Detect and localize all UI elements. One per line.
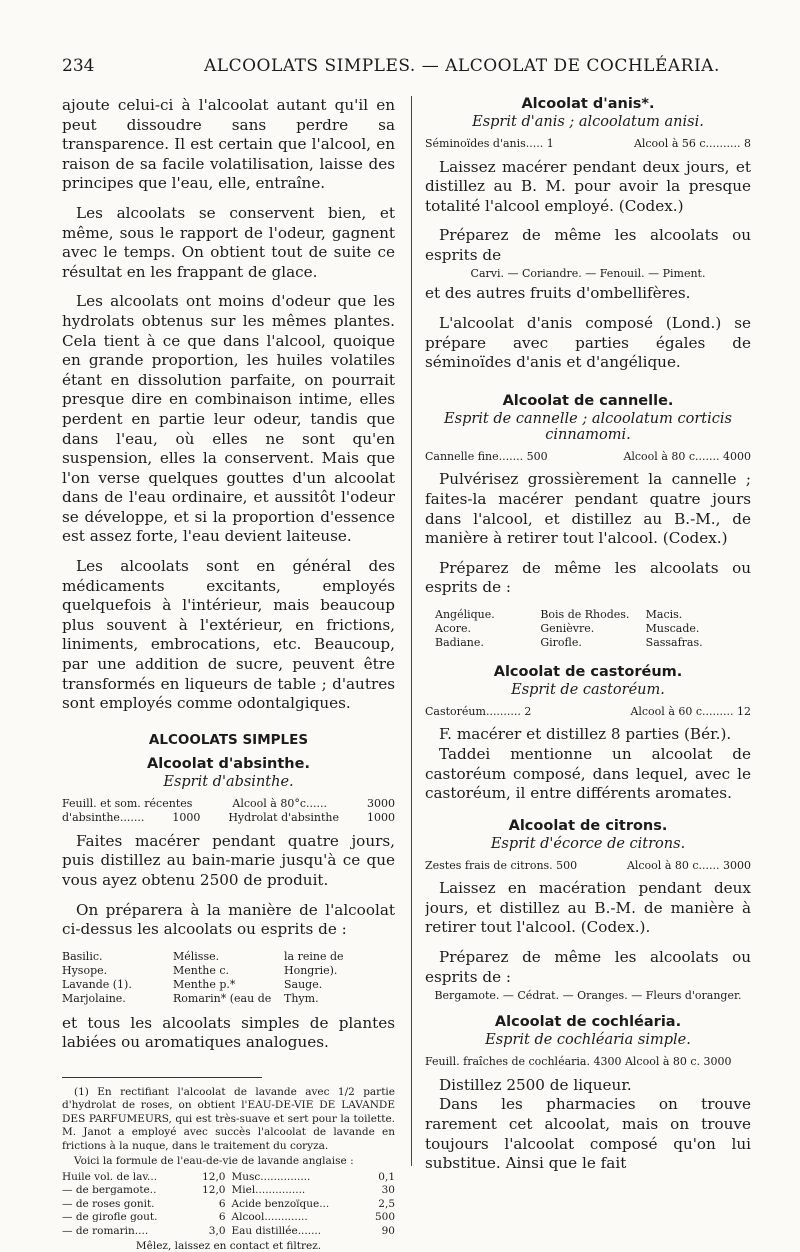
list-item: Bois de Rhodes. [540, 607, 630, 621]
ingredients [425, 137, 751, 152]
list-item: Menthe p.* [173, 977, 236, 991]
paragraph: On préparera à la manière de l'alcoolat ci-dessus les alcoolats ou esprits de : [62, 900, 395, 939]
paragraph: F. macérer et distillez 8 parties (Bér.). [439, 725, 732, 744]
ingredients [62, 797, 395, 826]
right-column [425, 96, 751, 1184]
ingredient-text: d'absinthe....... [62, 811, 145, 825]
formula-qty: 500 [374, 1211, 395, 1224]
ingredient-qty: 1000 [172, 811, 201, 825]
formula-qty: 90 [381, 1224, 395, 1237]
ingredients [425, 450, 751, 465]
list-item: Romarin* (eau de [173, 991, 272, 1005]
list-item: Muscade. [645, 621, 700, 635]
paragraph: L'alcoolat d'anis composé (Lond.) se prépare avec parties égales de séminoïdes d'anis et d'angélique. [425, 314, 751, 372]
footnote-text: Mêlez, laissez en contact et filtrez. [135, 1240, 322, 1252]
list-item: Girofle. [540, 635, 582, 649]
recipe-subtitle: Esprit d'anis ; alcoolatum anisi. [472, 114, 704, 130]
paragraph: Faites macérer pendant quatre jours, puis distillez au bain-marie jusqu'à ce que vous ayez obtenu 2500 de produit. [62, 831, 395, 889]
paragraph: Laissez en macération pendant deux jours, et distillez au B.-M. de manière à retirer tout l'alcool. (Codex.). [425, 879, 751, 937]
list-item: Mélisse. [173, 949, 220, 963]
list-item: Lavande (1). [62, 977, 132, 991]
ingredient-text: Alcool à 80°c...... [232, 796, 327, 810]
list-item: Hysope. [62, 963, 108, 977]
ingredient-text: Alcool à 80 c....... 4000 [623, 449, 751, 463]
list-line: Carvi. — Coriandre. — Fenouil. — Piment. [470, 267, 706, 281]
list-line: Bergamote. — Cédrat. — Oranges. — Fleurs d'oranger. [434, 989, 742, 1003]
recipe-title: Alcoolat d'anis*. [521, 96, 655, 112]
recipe-title: Alcoolat de cochléaria. [494, 1014, 682, 1031]
ingredient-text: Alcool à 80 c...... 3000 [626, 858, 751, 872]
formula-item: Musc............... [231, 1170, 311, 1183]
list-item: Acore. [435, 621, 471, 635]
running-title: ALCOOLATS SIMPLES. — ALCOOLAT DE COCHLÉARIA. [204, 56, 720, 76]
plant-list [62, 950, 395, 1006]
formula-qty: 12,0 [202, 1170, 226, 1183]
formula-qty: 12,0 [202, 1184, 226, 1197]
formula-qty: 6 [218, 1211, 226, 1224]
ingredients: Feuill. fraîches de cochléaria. 4300 Alcool à 80 c. 3000 [425, 1055, 732, 1069]
paragraph: Laissez macérer pendant deux jours, et distillez au B. M. pour avoir la presque totalité l'alcool employé. (Codex.) [425, 157, 751, 215]
formula-qty: 30 [381, 1184, 395, 1197]
ingredient-text: Feuill. et som. récentes [62, 796, 193, 810]
paragraph: Les alcoolats se conservent bien, et même, sous le rapport de l'odeur, gagnent avec le temps. On obtient tout de suite ce résultat en les frappant de glace. [62, 203, 395, 281]
paragraph: Distillez 2500 de liqueur. [439, 1075, 632, 1094]
list-item: Thym. [284, 991, 319, 1005]
ingredient-text: Alcool à 56 c.......... 8 [633, 137, 751, 150]
page-number: 234 [62, 56, 95, 76]
list-item: la reine de [284, 949, 344, 963]
formula-qty: 0,1 [378, 1170, 395, 1183]
recipe-subtitle: Esprit de cannelle ; alcoolatum corticis cinnamomi. [444, 410, 732, 443]
formula-qty: 2,5 [378, 1197, 395, 1210]
formula-item: Acide benzoïque... [231, 1197, 330, 1210]
recipe-subtitle: Esprit de cochléaria simple. [485, 1032, 691, 1049]
spice-list [435, 608, 751, 650]
formula-item: — de bergamote.. [62, 1184, 157, 1197]
list-item: Sauge. [284, 977, 323, 991]
paragraph: ajoute celui-ci à l'alcoolat autant qu'il en peut dissoudre sans perdre sa transparence. Il est certain que l'alcool, en raison de sa facile volatilisation, laisse des principes que l'eau, elle, entraîne. [62, 96, 395, 193]
formula-item: — de romarin.... [62, 1224, 149, 1237]
formula-qty: 6 [218, 1197, 226, 1210]
footnote-rule [62, 1077, 262, 1078]
paragraph: Dans les pharmacies on trouve rarement cet alcoolat, mais on trouve toujours l'alcoolat composé qu'on lui substitue. Ainsi que le fait [425, 1095, 751, 1173]
formula-item: Alcool............. [231, 1211, 308, 1224]
paragraph: Préparez de même les alcoolats ou esprits de : [425, 948, 751, 986]
recipe-subtitle: Esprit d'écorce de citrons. [490, 835, 686, 852]
list-item: Angélique. [435, 607, 495, 621]
recipe-subtitle: Esprit de castoréum. [511, 681, 665, 698]
formula-qty: 3,0 [208, 1224, 226, 1237]
left-column [62, 96, 395, 1252]
recipe-title: Alcoolat d'absinthe. [147, 755, 310, 772]
paragraph: Préparez de même les alcoolats ou esprits de [425, 226, 751, 264]
ingredient-text: Zestes frais de citrons. 500 [425, 858, 578, 872]
paragraph: Les alcoolats ont moins d'odeur que les hydrolats obtenus sur les mêmes plantes. Cela tient à ce que dans l'alcool, quoique en grande proportion, les huiles volatiles étant en dissolution parfaite, on pourrait presque dire en combinaison intime, elles perdent en partie leur odeur, tandis que dans l'eau, où elles ne sont qu'en suspension, elles la conservent. Mais que l'on verse quelques gouttes d'un alcoolat dans de l'eau ordinaire, et aussitôt l'odeur se développe, et si la proportion d'essence est assez forte, l'eau devient laiteuse. [62, 292, 395, 546]
ingredients [425, 859, 751, 874]
list-item: Basilic. [62, 949, 103, 963]
paragraph: Taddei mentionne un alcoolat de castoréum composé, dans lequel, avec le castoréum, il entre différents aromates. [425, 745, 751, 803]
ingredient-text: Séminoïdes d'anis..... 1 [425, 137, 554, 150]
paragraph: et tous les alcoolats simples de plantes labiées ou aromatiques analogues. [62, 1013, 395, 1052]
ingredients [425, 705, 751, 720]
recipe-subtitle: Esprit d'absinthe. [163, 773, 294, 790]
formula-table [62, 1171, 395, 1239]
column-divider [411, 96, 412, 1166]
paragraph: et des autres fruits d'ombellifères. [425, 284, 691, 303]
footnote-text: (1) En rectifiant l'alcoolat de lavande avec 1/2 partie d'hydrolat de roses, on obtient l'EAU-DE-VIE DE LAVANDE DES PARFUMEURS, qui est très-suave et sert pour la toilette. M. Janot a employé avec succès l'alcoolat de lavande en frictions à la nuque, dans le traitement du coryza. [62, 1085, 395, 1152]
paragraph: Préparez de même les alcoolats ou esprits de : [425, 558, 751, 597]
list-item: Menthe c. [173, 963, 230, 977]
recipe-title: Alcoolat de castoréum. [493, 663, 683, 680]
ingredient-text: Castoréum.......... 2 [425, 704, 532, 718]
section-heading: ALCOOLATS SIMPLES [148, 731, 309, 748]
list-item: Genièvre. [540, 621, 595, 635]
ingredient-text: Cannelle fine....... 500 [425, 449, 548, 463]
ingredient-text: Hydrolat d'absinthe [228, 811, 339, 825]
formula-item: — de girofle gout. [62, 1211, 158, 1224]
formula-item: Miel............... [231, 1184, 306, 1197]
list-item: Hongrie). [284, 963, 338, 977]
formula-item: — de roses gonit. [62, 1197, 155, 1210]
recipe-title: Alcoolat de citrons. [508, 817, 668, 834]
running-header [62, 56, 750, 86]
recipe-title: Alcoolat de cannelle. [502, 392, 674, 409]
footnote [62, 1086, 395, 1252]
ingredient-qty: 3000 [367, 796, 395, 810]
list-item: Macis. [645, 607, 683, 621]
footnote-text: Voici la formule de l'eau-de-vie de lavande anglaise : [74, 1155, 354, 1168]
paragraph: Les alcoolats sont en général des médicaments excitants, employés quelquefois à l'intérieur, mais beaucoup plus souvent à l'extérieur, en frictions, liniments, embrocations, etc. Beaucoup, par une addition de sucre, peuvent être transformés en liqueurs de table ; d'autres sont employés comme odontalgiques. [62, 557, 395, 713]
paragraph: Pulvérisez grossièrement la cannelle ; faites-la macérer pendant quatre jours dans l'alcool, et distillez au B.-M., de manière à retirer tout l'alcool. (Codex.) [425, 470, 751, 548]
formula-item: Eau distillée....... [231, 1224, 322, 1237]
ingredient-text: Alcool à 60 c......... 12 [630, 704, 751, 718]
list-item: Marjolaine. [62, 991, 126, 1005]
list-item: Sassafras. [645, 635, 703, 649]
ingredient-qty: 1000 [366, 811, 395, 825]
list-item: Badiane. [435, 635, 484, 649]
formula-item: Huile vol. de lav... [62, 1170, 158, 1183]
